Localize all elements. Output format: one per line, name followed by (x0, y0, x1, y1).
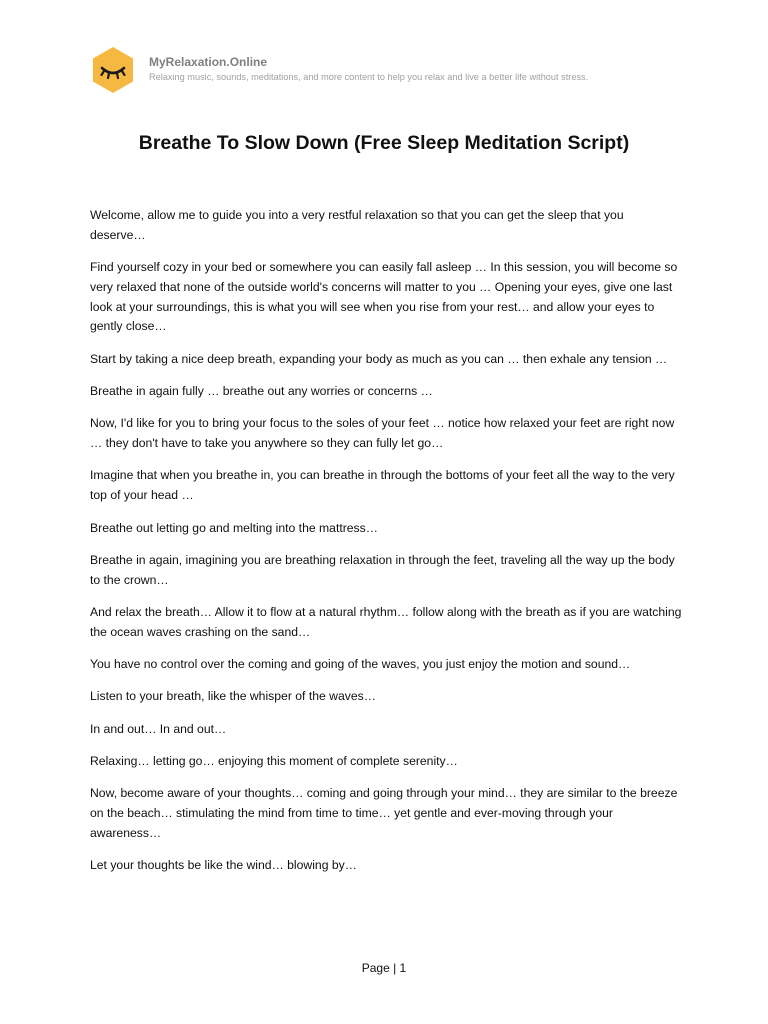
document-body (90, 206, 682, 888)
paragraph-2: Find yourself cozy in your bed or somewhere you can easily fall asleep … In this session, you will become so very relaxed that none of the outside world's concerns will matter to you … Opening your eyes, give one last look at your surroundings, this is what you will see when you rise from your rest… and allow your eyes to gently close… (90, 260, 678, 334)
paragraph-9: And relax the breath… Allow it to flow at a natural rhythm… follow along with the breath as if you are watching the ocean waves crashing on the sand… (90, 604, 682, 639)
paragraph-7: Breathe out letting go and melting into the mattress… (90, 520, 378, 535)
paragraph-12: In and out… In and out… (90, 721, 227, 736)
page-number: Page | 1 (361, 961, 407, 975)
brand-tagline: Relaxing music, sounds, meditations, and more content to help you relax and live a better life without stress. (149, 72, 589, 82)
paragraph-5: Now, I'd like for you to bring your focus to the soles of your feet … notice how relaxed your feet are right now … they don't have to take you anywhere so they can fully let go… (90, 416, 675, 451)
document-title: Breathe To Slow Down (Free Sleep Meditation Script) (138, 132, 630, 154)
paragraph-8: Breathe in again, imagining you are breathing relaxation in through the feet, traveling all the way up the body to the crown… (90, 552, 675, 587)
paragraph-1: Welcome, allow me to guide you into a very restful relaxation so that you can get the sleep that you deserve… (90, 208, 624, 242)
closed-eye-icon (92, 47, 134, 93)
paragraph-3: Start by taking a nice deep breath, expanding your body as much as you can … then exhale any tension … (90, 351, 668, 366)
paragraph-15: Let your thoughts be like the wind… blowing by… (90, 858, 357, 873)
brand-name: MyRelaxation.Online (149, 55, 268, 69)
paragraph-14: Now, become aware of your thoughts… coming and going through your mind… they are similar to the breeze on the beach… stimulating the mind from time to time… yet gentle and ever-moving through your awareness… (90, 786, 678, 840)
paragraph-10: You have no control over the coming and going of the waves, you just enjoy the motion and sound… (90, 657, 631, 672)
paragraph-6: Imagine that when you breathe in, you can breathe in through the bottoms of your feet all the way to the very top of your head … (90, 468, 675, 503)
paragraph-4: Breathe in again fully … breathe out any worries or concerns … (90, 384, 433, 399)
logo (92, 47, 134, 93)
page-header (92, 47, 692, 95)
paragraph-13: Relaxing… letting go… enjoying this moment of complete serenity… (90, 753, 458, 768)
paragraph-11: Listen to your breath, like the whisper of the waves… (90, 689, 376, 704)
